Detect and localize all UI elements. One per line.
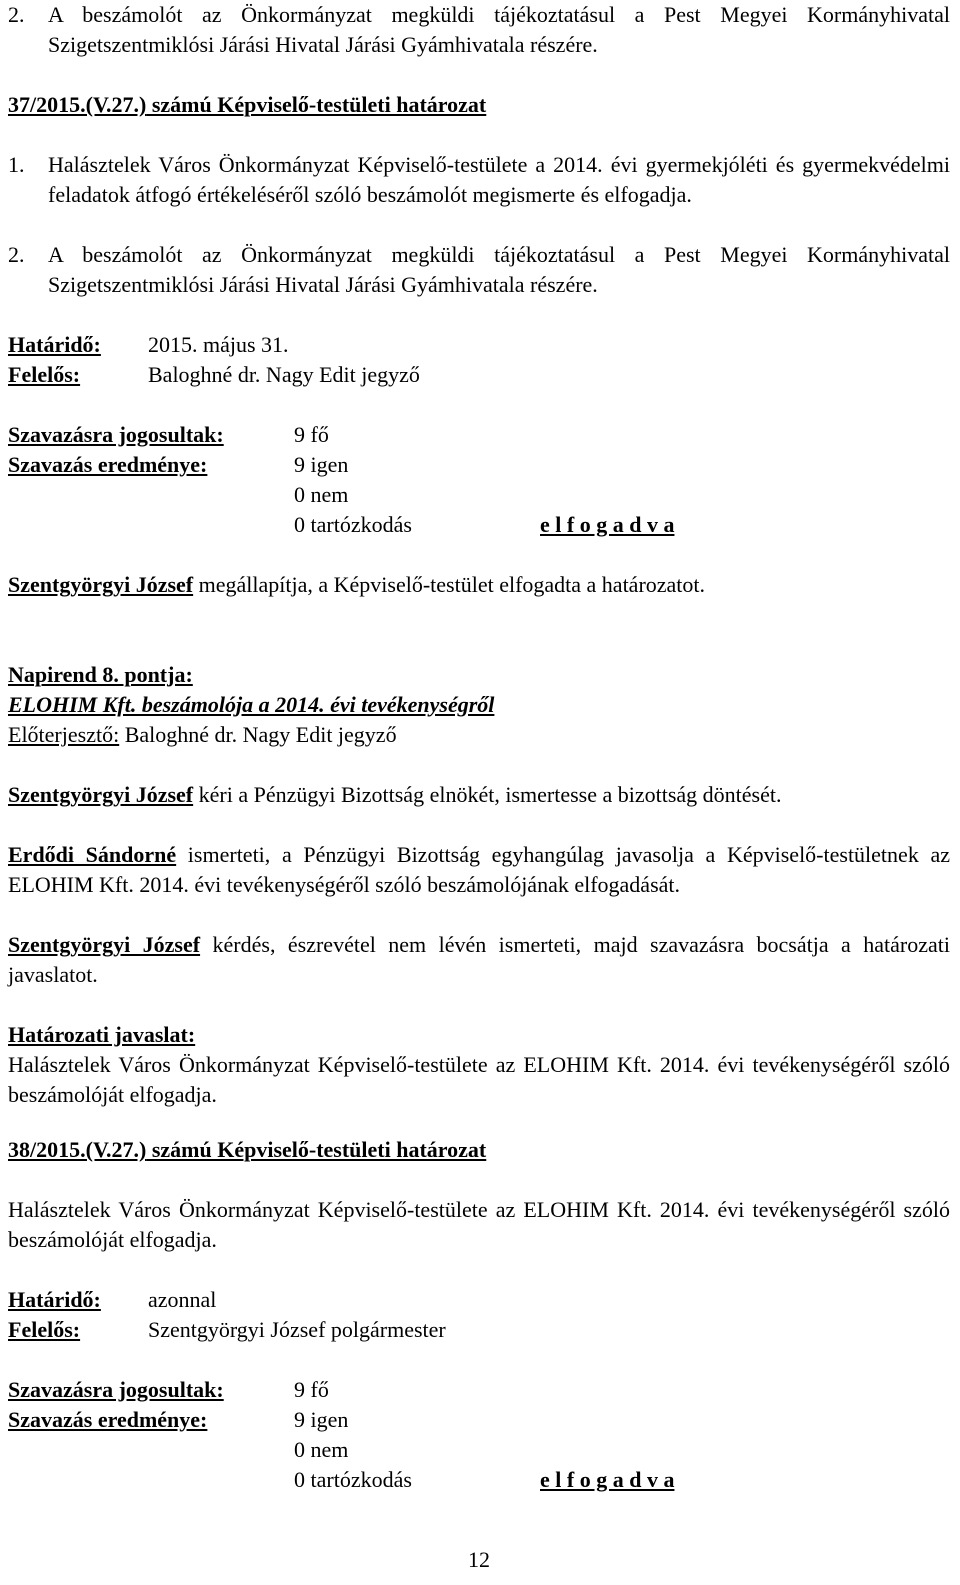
deadline-label: Határidő: [8,332,101,357]
responsible-label: Felelős: [8,362,81,387]
yes-count: 9 igen [294,452,349,477]
responsible-label: Felelős: [8,1317,81,1342]
item-number: 2. [8,242,25,267]
item-text: Halásztelek Város Önkormányzat Képviselő-testülete a 2014. évi gyermekjóléti és gyermekvédelmi feladatok átfogó értékeléséről szóló beszámolót megismerte és elfogadja. [48,152,950,207]
speaker-name: Erdődi Sándorné [8,842,177,867]
resolution-37-item-1 [8,150,950,210]
vote-block-1 [8,420,950,540]
result-label: Szavazás eredménye: [8,452,208,477]
responsible-value: Baloghné dr. Nagy Edit jegyző [148,362,420,387]
conclusion-line [8,570,950,600]
eligible-label: Szavazásra jogosultak: [8,422,224,447]
page-number: 12 [468,1547,490,1572]
abstain-count: 0 tartózkodás [294,1467,412,1492]
eligible-value: 9 fő [294,422,329,447]
eligible-value: 9 fő [294,1377,329,1402]
vote-block-2 [8,1375,950,1495]
speaker-name: Szentgyörgyi József [8,572,194,597]
no-count: 0 nem [294,482,349,507]
responsible-value: Szentgyörgyi József polgármester [148,1317,446,1342]
top-item-text: A beszámolót az Önkormányzat megküldi tájékoztatásul a Pest Megyei Kormányhivatal Szigetszentmiklósi Járási Hivatal Járási Gyámhivatala részére. [48,2,950,57]
vote-outcome: e l f o g a d v a [540,512,675,537]
resolution-37-item-2 [8,240,950,300]
top-item-number: 2. [8,2,25,27]
paragraph-1: Szentgyörgyi József kéri a Pénzügyi Bizottság elnökét, ismertesse a bizottság döntését. [8,782,782,807]
yes-count: 9 igen [294,1407,349,1432]
no-count: 0 nem [294,1437,349,1462]
agenda-title: ELOHIM Kft. beszámolója a 2014. évi tevékenységről [8,692,495,717]
item-text: A beszámolót az Önkormányzat megküldi tájékoztatásul a Pest Megyei Kormányhivatal Szigetszentmiklósi Járási Hivatal Járási Gyámhivatala részére. [48,242,950,297]
resolution-38-text: Halásztelek Város Önkormányzat Képviselő-testülete az ELOHIM Kft. 2014. évi tevékenységéről szóló beszámolóját elfogadja. [8,1197,950,1252]
resolution-37-title: 37/2015.(V.27.) számú Képviselő-testületi határozat [8,92,487,117]
deadline-value: 2015. május 31. [148,332,289,357]
agenda-label: Napirend 8. pontja: [8,662,193,687]
resolution-38-title: 38/2015.(V.27.) számú Képviselő-testületi határozat [8,1137,487,1162]
paragraph-3: Szentgyörgyi József kérdés, észrevétel nem lévén ismerteti, majd szavazásra bocsátja a határozati javaslatot. [8,932,950,987]
deadline-value: azonnal [148,1287,217,1312]
proposal-label: Határozati javaslat: [8,1022,196,1047]
vote-outcome: e l f o g a d v a [540,1467,675,1492]
eligible-label: Szavazásra jogosultak: [8,1377,224,1402]
abstain-count: 0 tartózkodás [294,512,412,537]
speaker-name: Szentgyörgyi József [8,932,201,957]
presenter-line [8,720,397,750]
presenter-value: Baloghné dr. Nagy Edit jegyző [119,722,397,747]
deadline-label: Határidő: [8,1287,101,1312]
speaker-name: Szentgyörgyi József [8,782,194,807]
conclusion-text: megállapítja, a Képviselő-testület elfogadta a határozatot. [193,572,706,597]
proposal-text: Halásztelek Város Önkormányzat Képviselő-testülete az ELOHIM Kft. 2014. évi tevékenységéről szóló beszámolóját elfogadja. [8,1052,950,1107]
paragraph-2: Erdődi Sándorné ismerteti, a Pénzügyi Bizottság egyhangúlag javasolja a Képviselő-testületnek az ELOHIM Kft. 2014. évi tevékenységéről szóló beszámolójának elfogadását. [8,842,950,897]
item-number: 1. [8,152,25,177]
top-list-item [8,0,950,60]
presenter-label: Előterjesztő: [8,722,120,747]
result-label: Szavazás eredménye: [8,1407,208,1432]
